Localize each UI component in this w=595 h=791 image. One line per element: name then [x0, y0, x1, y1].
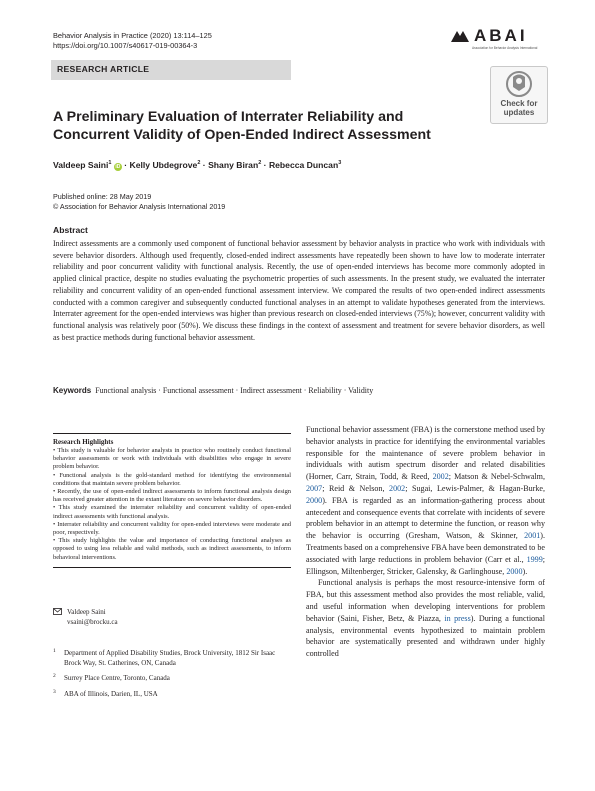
- author-list: [53, 160, 341, 171]
- highlight-item: • Interrater reliability and concurrent validity for open-ended interviews were moderate and poor, respectively.: [53, 520, 291, 537]
- abstract-text: Indirect assessments are a commonly used component of functional behavior assessment by behavior analysts in practice who work with individuals with severe behavior disorders. Although used frequently, closed-ended indirect assessments have repeatedly been shown to have low to moderate interrater reliability and poor concurrent validity with functional analysis. Recently, the use of open-ended interviews has become more commonly adopted in applied clinical practice, despite no studies evaluating the psychometric properties of such assessments. In the present study, we evaluated the interrater reliability and concurrent validity of an open-ended functional assessment interview. We compared the results of two open-ended indirect assessments conducted with a common caregiver and subsequently conducted functional analyses in an attempt to validate hypotheses generated from the interviews. Interrater agreement for the open-ended interviews was higher than previous research on closed-ended interviews (75%); however, concurrent validity with functional analysis was relatively poor (50%). We discuss these findings in the context of assessment and treatment for severe behavior disorders, as well as best practice methods during functional behavior assessment.: [53, 239, 545, 342]
- citation-link[interactable]: 1999: [526, 554, 543, 564]
- copyright-notice: © Association for Behavior Analysis International 2019: [53, 202, 226, 211]
- body-text: ; Sugai, Lewis-Palmer, & Hagan-Burke,: [405, 483, 545, 493]
- citation-link[interactable]: in press: [444, 613, 471, 623]
- highlight-item: • This study is valuable for behavior analysts in practice who routinely conduct functional behavior assessments or work with individuals with disabilities who engage in severe problem behavior.: [53, 447, 291, 471]
- article-type: RESEARCH ARTICLE: [57, 64, 150, 74]
- check-badge-line1: Check for: [500, 99, 538, 108]
- check-updates-icon: [506, 71, 532, 97]
- body-text: Functional analysis is perhaps the most resource-intensive form of FBA, but this assessment method also provides the most reliable, valid, and useful information when developing interventions for problem behavior (Saini, Fisher, Betz, & Piazza,: [306, 578, 545, 623]
- author-name[interactable]: Valdeep Saini: [53, 160, 109, 170]
- article-type-bar: [51, 60, 291, 80]
- author-separator: ·: [202, 160, 206, 170]
- logo-subtitle: Association for Behavior Analysis International: [472, 46, 538, 50]
- body-text: ). FBA is regarded as an information-gathering process about antecedent and consequence events that correlate with incidents of severe problem behavior in an attempt to determine the function, or reason why the behavior is occurring (Gresham, Watson, & Skinner,: [306, 495, 545, 541]
- author-affiliation-number: 1: [108, 160, 112, 167]
- highlight-item: • Functional analysis is the gold-standard method for identifying the environmental conditions that maintain severe problem behavior.: [53, 471, 291, 487]
- highlight-item: • This study examined the interrater reliability and concurrent validity of open-ended indirect assessments with functional analysis.: [53, 504, 291, 520]
- author-name[interactable]: Rebecca Duncan: [268, 160, 339, 170]
- highlight-item: • This study highlights the value and importance of conducting functional analyses as opposed to using less reliable and valid methods, such as indirect assessments, to inform behavioral interventions.: [53, 537, 291, 561]
- body-text: ).: [522, 566, 528, 576]
- journal-citation: Behavior Analysis in Practice (2020) 13:114–125: [53, 31, 212, 40]
- affiliation-number: 3: [53, 689, 56, 695]
- citation-link[interactable]: 2000: [506, 566, 523, 576]
- body-text-column: [306, 424, 545, 660]
- body-paragraph-1: [306, 424, 545, 577]
- author-affiliation-number: 3: [338, 160, 342, 167]
- check-for-updates-badge[interactable]: [490, 66, 548, 124]
- citation-link[interactable]: 2001: [524, 531, 541, 541]
- logo-title: ABAI: [474, 26, 528, 45]
- highlight-item: • Recently, the use of open-ended indirect assessments to inform functional analysis design has received greater attention in the extant literature on severe behavior disorders.: [53, 488, 291, 504]
- doi-link[interactable]: https://doi.org/10.1007/s40617-019-00364-3: [53, 41, 198, 50]
- body-paragraph-2: [306, 577, 545, 660]
- author-name[interactable]: Shany Biran: [208, 160, 259, 170]
- keywords-label: Keywords: [53, 386, 92, 395]
- published-date: Published online: 28 May 2019: [53, 192, 152, 201]
- body-text: ; Matson & Nebel-Schwalm,: [448, 472, 545, 482]
- author-name[interactable]: Kelly Ubdegrove: [129, 160, 198, 170]
- highlights-heading: Research Highlights: [53, 438, 114, 446]
- author-separator: ·: [263, 160, 267, 170]
- article-title: A Preliminary Evaluation of Interrater Reliability and Concurrent Validity of Open-Ended Indirect Assessment: [53, 109, 431, 143]
- citation-link[interactable]: 2002: [432, 472, 449, 482]
- affiliation-text: Surrey Place Centre, Toronto, Canada: [64, 674, 170, 682]
- corresponding-author-email[interactable]: vsaini@brocku.ca: [67, 618, 118, 626]
- affiliation-number: 1: [53, 648, 56, 654]
- author-affiliation-number: 2: [258, 160, 262, 167]
- citation-link[interactable]: 2000: [306, 495, 323, 505]
- body-text: ; Reid & Nelson,: [322, 483, 390, 493]
- body-text: ). During a functional analysis, environmental events hypothesized to maintain problem behavior are systematically presented and withdrawn under highly controlled: [306, 613, 546, 659]
- keywords-list: Functional analysis · Functional assessment · Indirect assessment · Reliability · Validity: [95, 386, 374, 395]
- corresponding-author-name: Valdeep Saini: [67, 608, 106, 616]
- citation-link[interactable]: 2007: [306, 483, 323, 493]
- author-affiliation-number: 2: [197, 160, 201, 167]
- abstract-heading: Abstract: [53, 225, 88, 235]
- body-text: Functional behavior assessment (FBA) is the cornerstone method used by behavior analysts in practice for identifying the environmental variables responsible for the maintenance of severe problem behavior in individuals with autism spectrum disorder and related disabilities (Horner, Carr, Strain, Todd, & Reed,: [306, 425, 545, 482]
- envelope-icon: [53, 608, 62, 615]
- author-separator: ·: [124, 160, 128, 170]
- affiliation-text: ABA of Illinois, Darien, IL, USA: [64, 690, 158, 698]
- keywords: [53, 386, 545, 395]
- check-badge-label: [491, 99, 547, 117]
- journal-header: [53, 31, 212, 51]
- body-text: ; Ellingson, Miltenberger, Stricker, Galensky, & Garlinghouse,: [306, 554, 545, 576]
- abai-logo: [448, 26, 544, 52]
- check-badge-line2: updates: [503, 108, 535, 117]
- body-text: ). Treatments based on a comprehensive FBA have been demonstrated to be associated with large reductions in problem behavior (Carr et al.,: [306, 531, 545, 564]
- research-highlights-box: [53, 433, 291, 568]
- orcid-icon[interactable]: iD: [115, 164, 121, 170]
- abai-logo-icon: [450, 29, 470, 43]
- affiliation-number: 2: [53, 673, 56, 679]
- citation-link[interactable]: 2002: [389, 483, 406, 493]
- affiliation-text: Department of Applied Disability Studies, Brock University, 1812 Sir Isaac Brock Way, St. Catherines, ON, Canada: [64, 649, 276, 667]
